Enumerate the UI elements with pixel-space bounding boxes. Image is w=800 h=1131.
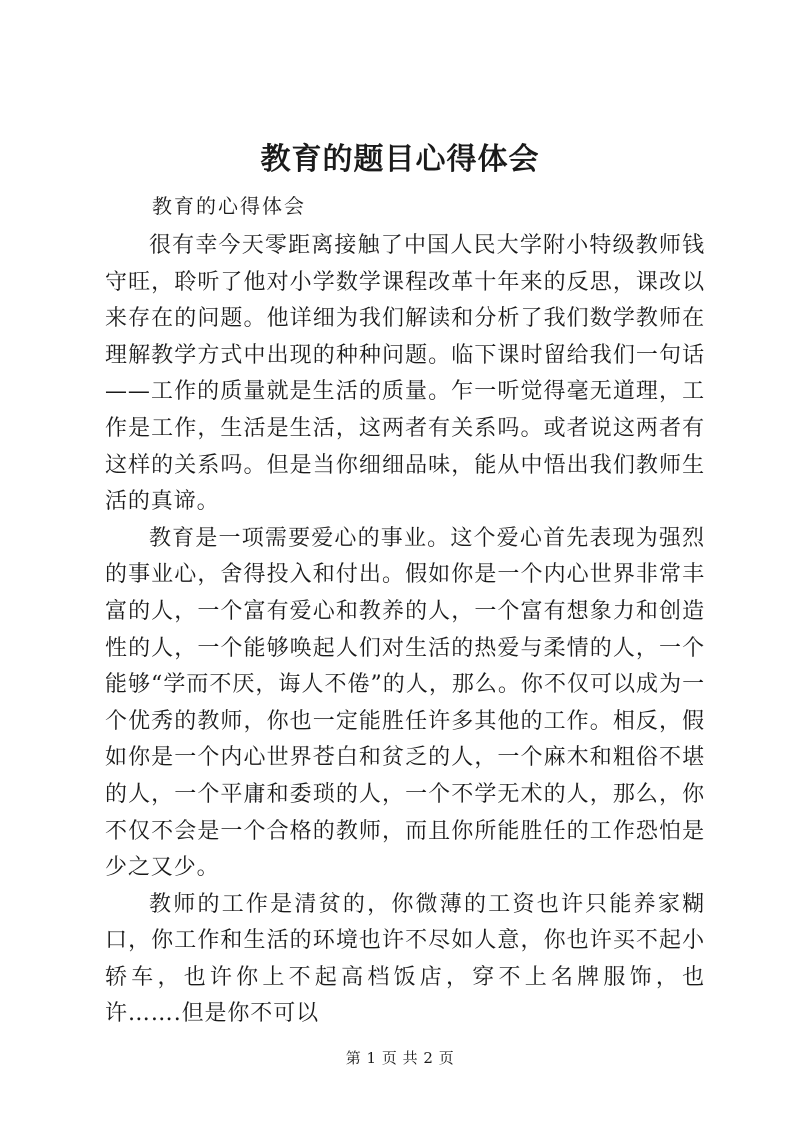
- page-footer: 第 1 页 共 2 页: [345, 1049, 455, 1067]
- document-title: 教育的题目心得体会: [260, 142, 540, 177]
- document-subtitle: 教育的心得体会: [152, 194, 306, 218]
- paragraph: 教育是一项需要爱心的事业。这个爱心首先表现为强烈的事业心，舍得投入和付出。假如你是一个内心世界非常丰富的人，一个富有爱心和教养的人，一个富有想象力和创造性的人，一个能够唤起人们对生活的热爱与柔情的人，一个能够“学而不厌，诲人不倦”的人，那么。你不仅可以成为一个优秀的教师，你也一定能胜任许多其他的工作。相反，假如你是一个内心世界苍白和贫乏的人，一个麻木和粗俗不堪的人，一个平庸和委琐的人，一个不学无术的人，那么，你不仅不会是一个合格的教师，而且你所能胜任的工作恐怕是少之又少。: [105, 525, 705, 881]
- document-body: [105, 228, 705, 1033]
- paragraph: 教师的工作是清贫的，你微薄的工资也许只能养家糊口，你工作和生活的环境也许不尽如人意，你也许买不起小轿车，也许你上不起高档饭店，穿不上名牌服饰，也许…….但是你不可以: [105, 891, 705, 1027]
- paragraph: 很有幸今天零距离接触了中国人民大学附小特级教师钱守旺，聆听了他对小学数学课程改革十年来的反思，课改以来存在的问题。他详细为我们解读和分析了我们数学教师在理解教学方式中出现的种种问题。临下课时留给我们一句话——工作的质量就是生活的质量。乍一听觉得毫无道理，工作是工作，生活是生活，这两者有关系吗。或者说这两者有这样的关系吗。但是当你细细品味，能从中悟出我们教师生活的真谛。: [105, 233, 705, 515]
